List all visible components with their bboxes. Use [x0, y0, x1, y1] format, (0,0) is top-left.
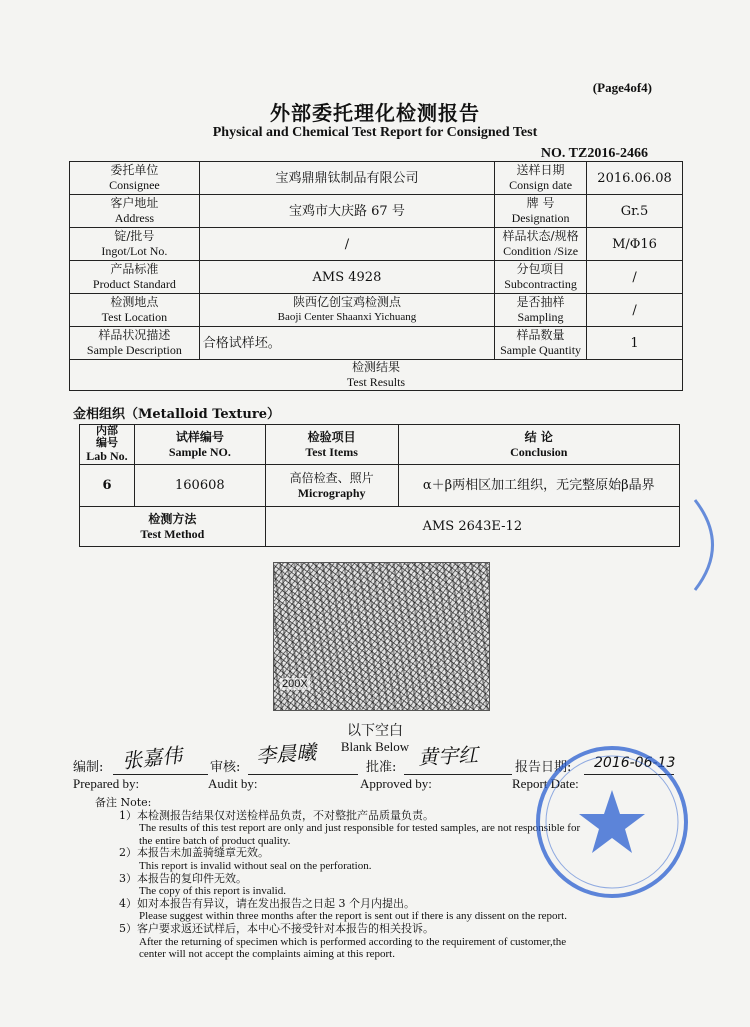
- note-5-en-b: center will not accept the complaints aiming at this report.: [139, 948, 395, 961]
- row-test-items: 高倍检查、照片 Micrography: [265, 465, 398, 507]
- note-1-en-b: the entire batch of product quality.: [139, 834, 291, 847]
- approved-label-cn: 批准:: [366, 760, 397, 775]
- note-4-cn: 4）如对本报告有异议，请在发出报告之日起 3 个月内提出。: [119, 896, 415, 910]
- test-method-label: 检测方法 Test Method: [80, 507, 266, 547]
- description-label: 样品状况描述 Sample Description: [70, 327, 200, 360]
- official-seal-stamp: [532, 742, 692, 902]
- address-value: 宝鸡市大庆路 67 号: [199, 195, 494, 228]
- note-3-cn: 3）本报告的复印件无效。: [119, 871, 247, 885]
- condition-value: M/Φ16: [587, 228, 683, 261]
- note-5-cn: 5）客户要求返还试样后，本中心不接受针对本报告的相关投诉。: [119, 921, 434, 935]
- lab-no-header: 内部编号 Lab No.: [80, 425, 135, 465]
- description-value: 合格试样坯。: [199, 327, 494, 360]
- row-sample-no: 160608: [134, 465, 265, 507]
- row-lab-no: 6: [80, 465, 135, 507]
- consign-date-value: 2016.06.08: [587, 162, 683, 195]
- consignee-value: 宝鸡鼎鼎钛制品有限公司: [199, 162, 494, 195]
- note-4-en: Please suggest within three months after the report is sent out if there is any dissent on the report.: [139, 910, 567, 923]
- consignee-label: 委托单位 Consignee: [70, 162, 200, 195]
- approved-line: [404, 774, 512, 775]
- standard-value: AMS 4928: [199, 261, 494, 294]
- designation-label: 牌 号 Designation: [495, 195, 587, 228]
- address-label: 客户地址 Address: [70, 195, 200, 228]
- report-title-en: Physical and Chemical Test Report for Consigned Test: [212, 125, 538, 140]
- consign-info-table: [69, 161, 683, 391]
- subcontract-value: /: [587, 261, 683, 294]
- prepared-label-en: Prepared by:: [73, 776, 140, 791]
- sample-no-header: 试样编号 Sample NO.: [134, 425, 265, 465]
- consign-date-label: 送样日期 Consign date: [495, 162, 587, 195]
- sampling-value: /: [587, 294, 683, 327]
- standard-label: 产品标准 Product Standard: [70, 261, 200, 294]
- note-2-cn: 2）本报告未加盖骑缝章无效。: [119, 846, 269, 860]
- location-label: 检测地点 Test Location: [70, 294, 200, 327]
- prepared-signature: 张嘉伟: [121, 742, 184, 774]
- quantity-value: 1: [587, 327, 683, 360]
- test-results-header: 检测结果 Test Results: [70, 360, 683, 391]
- ingot-value: /: [199, 228, 494, 261]
- note-1-cn: 1）本检测报告结果仅对送检样品负责，不对整批产品质量负责。: [119, 808, 434, 822]
- metalloid-table: [79, 424, 680, 547]
- subcontract-label: 分包项目 Subcontracting: [495, 261, 587, 294]
- note-1-en-a: The results of this test report are only and just responsible for tested samples, are not responsible for: [139, 822, 581, 835]
- condition-label: 样品状态/规格 Condition /Size: [495, 228, 587, 261]
- audit-signature: 李晨曦: [255, 739, 317, 769]
- audit-label-cn: 审核:: [210, 760, 241, 775]
- ingot-label: 锭/批号 Ingot/Lot No.: [70, 228, 200, 261]
- note-5-en-a: After the returning of specimen which is performed according to the requirement of customer,the: [139, 935, 567, 948]
- notes-heading: 备注 Note:: [95, 796, 152, 809]
- prepared-line: [113, 774, 208, 775]
- report-date-value: 2016-06-13: [594, 755, 676, 771]
- sampling-label: 是否抽样 Sampling: [495, 294, 587, 327]
- prepared-label-cn: 编制:: [73, 760, 104, 775]
- test-method-value: AMS 2643E-12: [265, 507, 679, 547]
- approved-label-en: Approved by:: [360, 776, 432, 791]
- conclusion-header: 结 论 Conclusion: [398, 425, 679, 465]
- metalloid-section-title: 金相组织（Metalloid Texture）: [73, 407, 280, 422]
- date-label-en: Report Date:: [512, 776, 579, 791]
- page-number: (Page4of4): [592, 80, 652, 95]
- note-2-en: This report is invalid without seal on the perforation.: [139, 859, 372, 872]
- test-items-header: 检验项目 Test Items: [265, 425, 398, 465]
- audit-label-en: Audit by:: [208, 776, 258, 791]
- date-label-cn: 报告日期:: [515, 760, 572, 775]
- quantity-label: 样品数量 Sample Quantity: [495, 327, 587, 360]
- micrograph-magnification: 200X: [282, 678, 308, 690]
- report-title-cn: 外部委托理化检测报告: [270, 101, 480, 125]
- designation-value: Gr.5: [587, 195, 683, 228]
- note-3-en: The copy of this report is invalid.: [139, 885, 286, 898]
- row-conclusion: α＋β两相区加工组织，无完整原始β晶界: [398, 465, 679, 507]
- location-value: 陕西亿创宝鸡检测点 Baoji Center Shaanxi Yichuang: [199, 294, 494, 327]
- blank-below-cn: 以下空白: [347, 723, 403, 739]
- blank-below-en: Blank Below: [340, 739, 410, 754]
- audit-line: [248, 774, 358, 775]
- perforation-seal-stamp: [690, 495, 730, 595]
- approved-signature: 黄宇红: [417, 742, 479, 770]
- report-number: NO. TZ2016-2466: [540, 146, 648, 161]
